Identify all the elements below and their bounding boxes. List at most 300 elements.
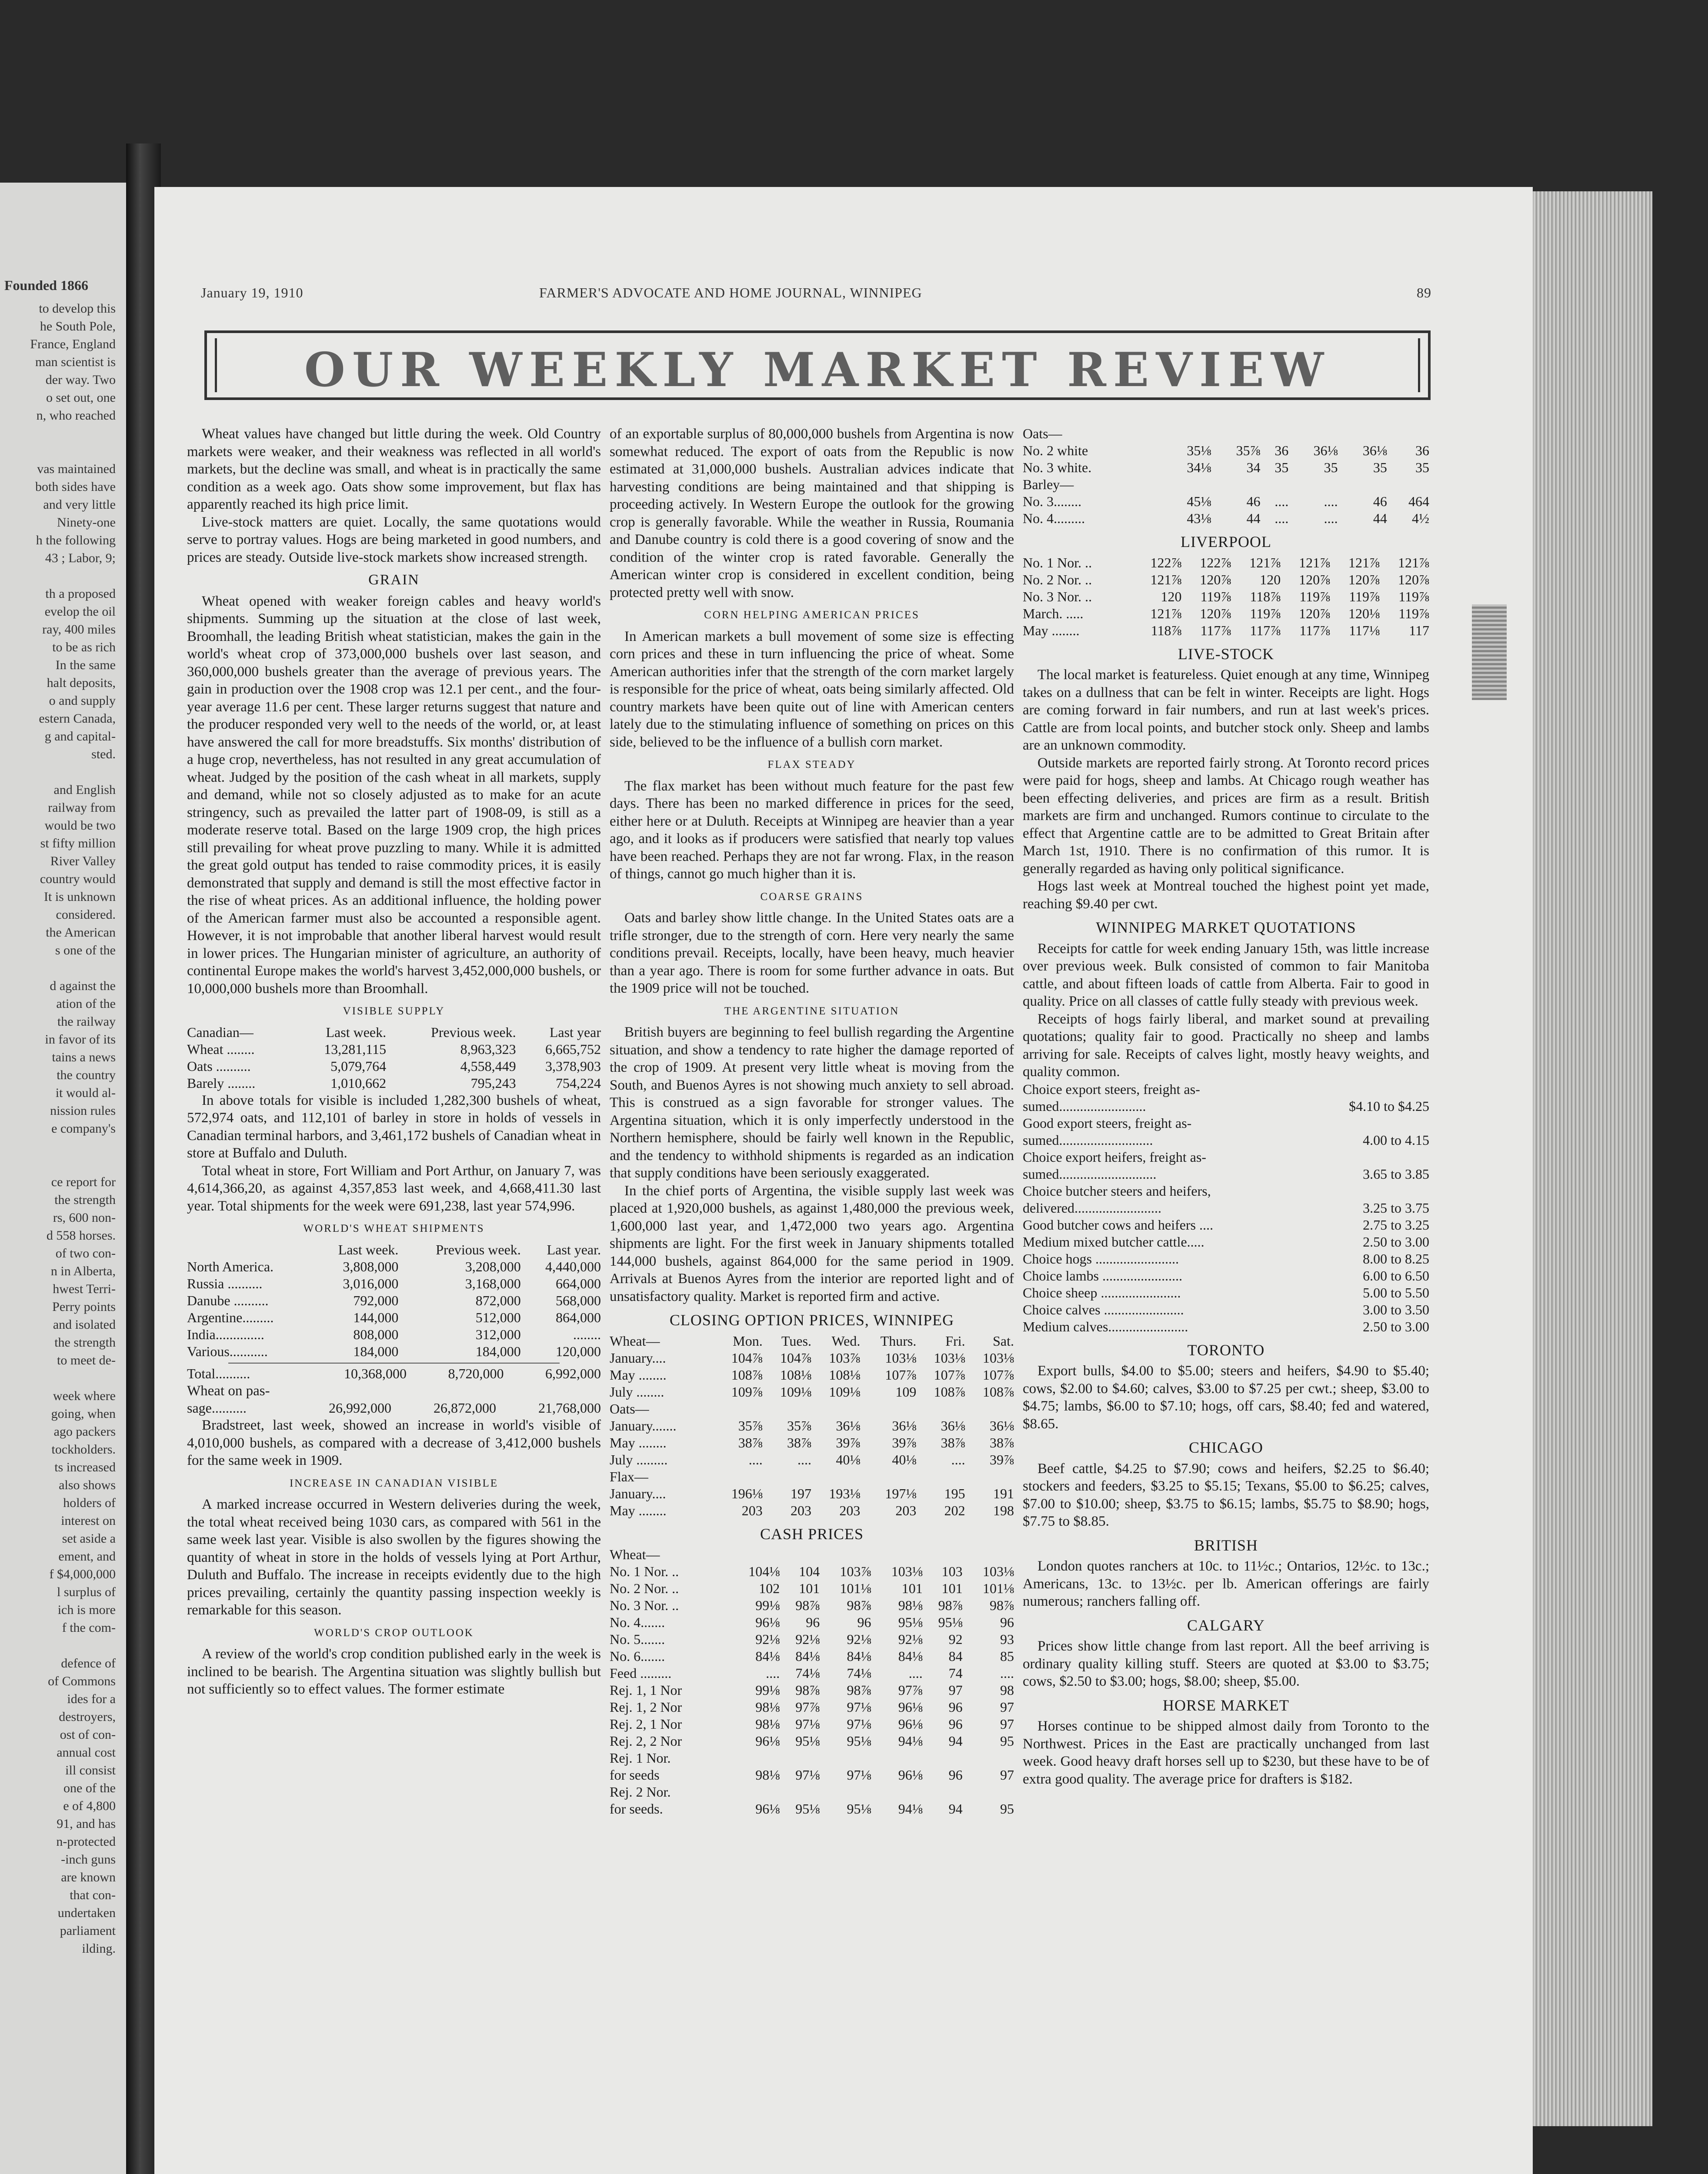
table-cell: 99⅛	[755, 1682, 780, 1698]
facing-page-line: River Valley	[50, 854, 116, 868]
facing-page-line: annual cost	[57, 1745, 116, 1760]
table-cell: 98⅛	[755, 1767, 780, 1783]
visible-text: In above totals for visible is included 1,282,300 bushels of wheat, 572,974 oats, and 112,101 of barley in store in holds of vessels in Canadian terminal harbors, and 3,461,172 bushels of Canadian wheat in store at Buffalo and Duluth.	[187, 1092, 601, 1161]
table-cell	[780, 1784, 820, 1801]
table-cell	[1162, 425, 1211, 442]
table-cell	[963, 1784, 1014, 1801]
facing-page-line: would be two	[44, 818, 116, 833]
horse-market-text: Horses continue to be shipped almost daily from Toronto to the Northwest. Prices in the East are practically unchanged from last week. Good heavy draft horses sell up to $230, but these have to be of extra good quality. The average price for drafters is $182.	[1023, 1718, 1429, 1787]
facing-page-line: the strength	[54, 1193, 116, 1207]
row-label: No. 3 Nor. ..	[1023, 588, 1092, 604]
table-row	[1023, 493, 1429, 510]
row-label: No. 2 Nor. ..	[1023, 571, 1092, 587]
facing-page-line: f $4,000,000	[49, 1567, 116, 1581]
table-cell: 36⅛	[941, 1417, 965, 1434]
table-cell	[1342, 1149, 1429, 1166]
livestock-text: The local market is featureless. Quiet enough at any time, Winnipeg takes on a dullness that can be felt in winter. Receipts are light. Hogs are coming forward in fair numbers, and run at last week's prices. Cattle are from local points, and butcher stock only. Sheep and lambs are an unknown commodity.	[1023, 667, 1429, 753]
table-cell: 96⅛	[755, 1614, 780, 1630]
column-header: Wheat—	[610, 1333, 660, 1349]
table-cell: 3,168,000	[465, 1275, 521, 1291]
table-cell: 39⅞	[892, 1434, 917, 1450]
coarse-grains-text: Oats and barley show little change. In the United States oats are a trifle stronger, due to the strength of corn. Here very nearly the same conditions prevail. Receipts, locally, have been heavy, much heavier than a year ago. There is room for some further advance in oats. But the 1909 price will not be touched.	[610, 910, 1014, 996]
table-cell: 35⅛	[1187, 443, 1211, 458]
passage-label: Wheat on pas-	[187, 1383, 270, 1399]
table-cell	[923, 1546, 963, 1563]
table-row	[610, 1733, 1014, 1750]
row-label: No. 3........	[1023, 493, 1082, 509]
table-cell: ....	[951, 1451, 965, 1467]
table-cell: 101⅛	[983, 1580, 1014, 1596]
row-label: No. 1 Nor. ..	[1023, 554, 1092, 570]
table-cell: 203	[895, 1502, 917, 1518]
facing-page-line: ost of con-	[60, 1727, 116, 1742]
facing-page-line: e company's	[51, 1121, 116, 1136]
table-cell: 120⅞	[1348, 571, 1380, 587]
table-cell	[1342, 1183, 1429, 1200]
column-header: Last week.	[338, 1241, 399, 1257]
facing-page-line: he South Pole,	[40, 319, 116, 333]
facing-page-line: o and supply	[49, 694, 116, 708]
table-cell	[1288, 425, 1338, 442]
row-label: Choice sheep .......................	[1023, 1284, 1181, 1300]
row-label: May ........	[610, 1367, 667, 1383]
table-cell: 95⅛	[898, 1614, 923, 1630]
row-label: No. 5.......	[610, 1631, 665, 1647]
table-cell: 93	[1000, 1631, 1014, 1647]
table-row	[610, 1417, 1014, 1434]
table-cell: 196⅛	[731, 1485, 763, 1501]
table-cell: 34	[1246, 460, 1261, 475]
closing-prices-table	[610, 1333, 1014, 1519]
table-row	[1023, 1318, 1429, 1335]
table-cell: 103⅞	[829, 1350, 861, 1366]
table-cell: 38⅞	[941, 1434, 965, 1450]
table-cell	[1261, 476, 1289, 493]
facing-page-line: week where	[53, 1389, 116, 1403]
table-header-row	[187, 1024, 601, 1041]
table-row	[1023, 1098, 1429, 1115]
table-cell: 96⅛	[755, 1733, 780, 1749]
table-cell: 36	[1274, 443, 1289, 458]
table-cell: ....	[797, 1451, 812, 1467]
table-cell: 96⅛	[755, 1801, 780, 1817]
table-row	[1023, 1284, 1429, 1301]
table-cell: 92⅛	[795, 1631, 820, 1647]
table-cell: 43⅛	[1187, 510, 1211, 526]
table-cell: 92	[948, 1631, 963, 1647]
table-cell: 3,208,000	[465, 1258, 521, 1274]
table-row	[1023, 1217, 1429, 1234]
coarse-grains-heading: COARSE GRAINS	[760, 890, 864, 903]
table-cell: 193⅛	[829, 1485, 861, 1501]
table-cell: 98⅞	[847, 1682, 871, 1698]
table-cell: ....	[1324, 510, 1338, 526]
column-header: Mon.	[733, 1333, 763, 1349]
facing-page-line: the strength	[54, 1335, 116, 1350]
row-label: Oats ..........	[187, 1058, 251, 1074]
table-cell	[871, 1784, 922, 1801]
table-cell: 98⅞	[938, 1597, 963, 1613]
table-row	[1023, 1149, 1429, 1166]
table-cell: 98⅛	[898, 1597, 923, 1613]
table-cell: 21,768,000	[538, 1400, 601, 1416]
table-cell: 8,963,323	[460, 1041, 516, 1057]
table-cell: 96	[857, 1614, 871, 1630]
table-cell: 795,243	[470, 1075, 516, 1091]
row-label: Choice butcher steers and heifers,	[1023, 1183, 1211, 1199]
column-header: Wed.	[831, 1333, 861, 1349]
table-cell: 94⅛	[898, 1801, 923, 1817]
table-cell	[1211, 425, 1260, 442]
facing-page-line: evelop the oil	[44, 604, 116, 619]
table-cell: 103⅛	[983, 1564, 1014, 1579]
table-row	[1023, 459, 1429, 476]
british-text: London quotes ranchers at 10c. to 11½c.; Ontarios, 12½c. to 13c.; Americans, 13c. to 13½c. per lb. American offerings are fairly numerous; ranchers falling off.	[1023, 1558, 1429, 1609]
table-cell: 104⅛	[748, 1564, 780, 1579]
facing-page-line: s one of the	[55, 943, 116, 957]
facing-page-header: Founded 1866	[4, 277, 88, 293]
table-row	[610, 1750, 1014, 1767]
facing-page-line: vas maintained	[37, 462, 116, 476]
facing-page-line: sted.	[91, 747, 116, 761]
table-row	[610, 1665, 1014, 1682]
facing-page-line: n in Alberta,	[50, 1264, 116, 1278]
shipments-passage-table	[187, 1400, 601, 1417]
facing-page-line	[0, 1369, 126, 1387]
facing-page-line: France, England	[30, 337, 116, 351]
facing-page-line	[0, 959, 126, 977]
table-cell: 104⅞	[780, 1350, 812, 1366]
table-cell: 3.65 to 3.85	[1363, 1166, 1429, 1182]
facing-page-line: halt deposits,	[47, 676, 116, 690]
row-label: No. 2 Nor. ..	[610, 1580, 679, 1596]
table-cell: $4.10 to $4.25	[1349, 1098, 1429, 1114]
table-cell: ....	[908, 1665, 923, 1681]
facing-page-line: and isolated	[53, 1317, 116, 1332]
row-label: Barely ........	[187, 1075, 256, 1091]
table-cell: 44	[1373, 510, 1387, 526]
table-cell	[811, 1400, 860, 1417]
table-cell: 94	[948, 1801, 963, 1817]
table-cell	[871, 1750, 922, 1767]
facing-page-line: defence of	[61, 1656, 116, 1671]
table-cell: 121⅞	[1150, 605, 1182, 621]
facing-page-line: ago packers	[53, 1424, 116, 1439]
column-header: Canadian—	[187, 1024, 254, 1040]
facing-page-line: In the same	[55, 658, 116, 672]
table-cell: 97	[1000, 1699, 1014, 1715]
table-cell: 872,000	[475, 1292, 521, 1308]
facing-page-line: Perry points	[52, 1300, 116, 1314]
facing-page-line: f the com-	[62, 1620, 116, 1635]
table-cell: 46	[1246, 493, 1261, 509]
column-header: Previous week.	[431, 1024, 516, 1040]
column-header: Fri.	[945, 1333, 965, 1349]
scan-artifact	[1472, 604, 1507, 700]
table-cell: 792,000	[353, 1292, 399, 1308]
table-cell: 6,665,752	[545, 1041, 601, 1057]
grain-heading: GRAIN	[368, 572, 420, 588]
facing-page-line: ation of the	[56, 997, 116, 1011]
table-cell: 2.50 to 3.00	[1363, 1318, 1429, 1334]
row-label: Feed .........	[610, 1665, 672, 1681]
table-cell: 34⅛	[1187, 460, 1211, 475]
masthead-banner	[204, 330, 1431, 400]
table-cell: 38⅞	[990, 1434, 1014, 1450]
table-cell: 864,000	[556, 1309, 601, 1325]
column-header: Previous week.	[436, 1241, 521, 1257]
table-cell: 3,808,000	[343, 1258, 399, 1274]
row-label: Choice lambs .......................	[1023, 1267, 1183, 1284]
table-cell: 74⅛	[847, 1665, 871, 1681]
table-row	[610, 1716, 1014, 1733]
table-row	[187, 1292, 601, 1309]
facing-page-line: d against the	[50, 979, 116, 993]
table-row	[610, 1801, 1014, 1817]
table-row	[1023, 1267, 1429, 1284]
table-row	[610, 1699, 1014, 1716]
table-cell: ....	[1000, 1665, 1014, 1681]
oats-barley-table	[1023, 425, 1429, 527]
increase-text: A marked increase occurred in Western deliveries during the week, the total wheat received being 1030 cars, as compared with 561 in the same week last year. Visible is also swollen by the figures showing the quantity of wheat in store in the holds of vessels lying at Port Arthur, Duluth and Buffalo. The increase in receipts evidently due to the high prices prevailing, certainly the quantity passing inspection weekly is remarkable for this season.	[187, 1497, 601, 1618]
table-cell: 121⅞	[1150, 571, 1182, 587]
liverpool-heading: LIVERPOOL	[1181, 533, 1271, 550]
facing-page-line: ts increased	[54, 1460, 116, 1474]
table-cell: ....	[1324, 493, 1338, 509]
table-cell: 45⅛	[1187, 493, 1211, 509]
table-cell: 84	[948, 1648, 963, 1664]
table-cell: ....	[1274, 493, 1289, 509]
livestock-text-3: Hogs last week at Montreal touched the highest point yet made, reaching $9.40 per cwt.	[1023, 878, 1429, 912]
table-cell: 96	[948, 1716, 963, 1732]
table-cell: 120⅞	[1398, 571, 1429, 587]
table-cell: 35	[1274, 460, 1289, 475]
table-cell: 36⅛	[990, 1417, 1014, 1434]
table-cell: 85	[1000, 1648, 1014, 1664]
table-cell: 119⅞	[1398, 588, 1429, 604]
table-cell	[763, 1400, 811, 1417]
winnipeg-quotations-text-2: Receipts of hogs fairly liberal, and market sound at prevailing quotations; quality fair to good. Practically no sheep and lambs arriving for sale. Receipts of calves light, mostly heavy weights, and quality common.	[1023, 1011, 1429, 1080]
facing-page-line: country would	[40, 872, 116, 886]
table-row	[1023, 1234, 1429, 1250]
table-cell: 35	[1373, 460, 1387, 475]
table-cell: 98⅞	[847, 1597, 871, 1613]
table-cell: 39⅞	[836, 1434, 861, 1450]
bradstreet-text: Bradstreet, last week, showed an increase in world's visible of 4,010,000 bushels, as compared with a decrease of 3,412,000 bushels for the same week in 1909.	[187, 1417, 601, 1468]
facing-page-line	[0, 567, 126, 585]
row-label: No. 4.........	[1023, 510, 1085, 526]
table-cell: 98	[1000, 1682, 1014, 1698]
shipments-table	[187, 1241, 601, 1360]
table-row	[187, 1041, 601, 1058]
table-cell: 96⅛	[898, 1699, 923, 1715]
table-row	[610, 1563, 1014, 1580]
table-cell: 121⅞	[1348, 554, 1380, 570]
argentine-text-2: In the chief ports of Argentina, the visible supply last week was placed at 1,920,000 bushels, as against 1,480,000 the previous week, 1,600,000 last year, and 1,472,000 two years ago. Argentina shipments are light. For the first week in January shipments totalled 144,000 bushels, against 864,000 for the same period in 1909. Arrivals at Buenos Ayres from the interior are reported light and of unsatisfactory quality. Market is reported firm and active.	[610, 1183, 1014, 1304]
table-cell: 121⅞	[1299, 554, 1331, 570]
table-cell: 40⅛	[892, 1451, 917, 1467]
table-cell	[1338, 425, 1387, 442]
table-cell: 203	[791, 1502, 812, 1518]
table-cell	[820, 1784, 871, 1801]
table-cell: 26,872,000	[434, 1400, 496, 1416]
table-cell: 95⅛	[795, 1801, 820, 1817]
livestock-text-2: Outside markets are reported fairly strong. At Toronto record prices were paid for hogs, sheep and lambs. At Chicago rough weather has been effecting deliveries, and prices are firm as a result. British markets are firm and unchanged. Rumors continue to circulate to the effect that Argentine cattle are to be admitted to Great Britain after March 1st, 1910. There is no confirmation of this rumor. It is generally regarded as having only political significance.	[1023, 755, 1429, 877]
table-cell: 107⅞	[934, 1367, 965, 1383]
table-cell: ....	[748, 1451, 763, 1467]
facing-page-line: the American	[46, 925, 116, 940]
facing-page-line: ides for a	[67, 1692, 116, 1706]
table-row	[610, 1682, 1014, 1699]
facing-page-line: man scientist is	[35, 355, 116, 369]
row-label: Choice calves .......................	[1023, 1301, 1184, 1317]
table-cell: 96	[1000, 1614, 1014, 1630]
livestock-heading: LIVE-STOCK	[1178, 645, 1274, 663]
table-cell	[780, 1750, 820, 1767]
table-row	[610, 1400, 1014, 1417]
british-heading: BRITISH	[1194, 1536, 1258, 1554]
table-row	[1023, 1132, 1429, 1149]
table-cell: 5,079,764	[330, 1058, 387, 1074]
table-cell: 92⅛	[847, 1631, 871, 1647]
table-cell	[780, 1546, 820, 1563]
table-cell: 96	[806, 1614, 820, 1630]
table-row	[610, 1485, 1014, 1502]
table-row	[1023, 605, 1429, 622]
table-cell: 198	[993, 1502, 1014, 1518]
flax-heading: FLAX STEADY	[767, 759, 856, 770]
row-label: Wheat ........	[187, 1041, 255, 1057]
table-row	[1023, 1301, 1429, 1318]
table-cell	[763, 1468, 811, 1485]
table-cell	[860, 1400, 916, 1417]
table-cell: 512,000	[475, 1309, 521, 1325]
row-label: Oats—	[610, 1400, 649, 1417]
facing-page-line: der way. Two	[45, 373, 116, 387]
table-row	[610, 1580, 1014, 1597]
table-cell: 3,016,000	[343, 1275, 399, 1291]
facing-page-line: It is unknown	[44, 890, 116, 904]
facing-page-line: g and capital-	[44, 729, 116, 744]
table-cell: 95	[1000, 1801, 1014, 1817]
facing-page-line	[0, 1155, 126, 1173]
table-cell: 4,558,449	[460, 1058, 516, 1074]
row-label: sumed.........................	[1023, 1098, 1146, 1114]
column-3	[1023, 425, 1429, 1788]
winnipeg-quotations-heading: WINNIPEG MARKET QUOTATIONS	[1096, 919, 1356, 936]
table-cell: 74⅛	[795, 1665, 820, 1681]
table-cell: 568,000	[556, 1292, 601, 1308]
table-cell: 97⅛	[847, 1767, 871, 1783]
table-cell	[1342, 1115, 1429, 1132]
table-row	[1023, 571, 1429, 588]
table-cell: 102	[759, 1580, 780, 1596]
visible-text-2: Total wheat in store, Fort William and Port Arthur, on January 7, was 4,614,366,20, as against 4,357,853 last week, and 4,668,411.30 last year. Total shipments for the week were 691,238, last year 574,996.	[187, 1163, 601, 1214]
table-row	[610, 1631, 1014, 1648]
row-label: Choice export steers, freight as-	[1023, 1081, 1200, 1097]
table-row	[1023, 476, 1429, 493]
table-cell: 13,281,115	[324, 1041, 387, 1057]
table-cell: 1,010,662	[330, 1075, 387, 1091]
table-cell	[714, 1400, 762, 1417]
visible-supply-heading: VISIBLE SUPPLY	[343, 1005, 445, 1017]
facing-page-line: and English	[53, 783, 116, 797]
table-row	[1023, 1081, 1429, 1098]
table-cell: 10,368,000	[344, 1365, 407, 1381]
facing-page-line: ilding.	[82, 1941, 116, 1956]
toronto-heading: TORONTO	[1187, 1341, 1265, 1359]
row-label: Choice hogs ........................	[1023, 1250, 1179, 1267]
facing-page-line: -inch guns	[61, 1852, 116, 1867]
table-cell: 122⅞	[1200, 554, 1231, 570]
facing-page-line: railway from	[48, 800, 116, 815]
table-row	[187, 1058, 601, 1075]
row-label: sumed...........................	[1023, 1132, 1153, 1148]
table-cell: 98⅞	[795, 1682, 820, 1698]
table-row	[610, 1502, 1014, 1519]
table-cell: 103⅛	[891, 1564, 923, 1579]
table-cell	[820, 1750, 871, 1767]
table-cell: 95⅛	[847, 1801, 871, 1817]
table-cell: 108⅞	[934, 1384, 965, 1400]
table-row	[187, 1400, 601, 1417]
table-cell: 4½	[1412, 510, 1429, 526]
row-label: Good butcher cows and heifers ....	[1023, 1217, 1214, 1233]
table-cell	[871, 1546, 922, 1563]
facing-page-line: e of 4,800	[63, 1799, 116, 1813]
table-cell: 120⅞	[1299, 571, 1331, 587]
table-row	[610, 1546, 1014, 1563]
column-header: Last week.	[326, 1024, 387, 1040]
divider	[228, 1363, 560, 1364]
table-cell: 119⅞	[1200, 588, 1231, 604]
table-header-row	[187, 1241, 601, 1258]
table-cell: 96⅛	[898, 1716, 923, 1732]
table-row	[610, 1367, 1014, 1384]
table-cell: 664,000	[556, 1275, 601, 1291]
page-number: 89	[1417, 285, 1431, 300]
row-label: India..............	[187, 1326, 264, 1342]
table-cell	[963, 1750, 1014, 1767]
facing-page-line: o set out, one	[46, 390, 116, 405]
shipments-heading: WORLD'S WHEAT SHIPMENTS	[303, 1223, 485, 1234]
row-label: January....	[610, 1350, 666, 1366]
facing-page-line: 91, and has	[57, 1817, 116, 1831]
table-cell: 35	[1415, 460, 1429, 475]
table-cell: 35	[1324, 460, 1338, 475]
table-cell: 97	[1000, 1767, 1014, 1783]
table-cell: 103⅛	[885, 1350, 917, 1366]
table-row	[610, 1767, 1014, 1784]
table-cell: 97⅛	[795, 1716, 820, 1732]
table-cell: 95	[1000, 1733, 1014, 1749]
table-cell: 5.00 to 5.50	[1363, 1284, 1429, 1300]
table-cell: 92⅛	[755, 1631, 780, 1647]
row-label: Rej. 1, 1 Nor	[610, 1682, 682, 1698]
facing-page-line: the country	[57, 1068, 116, 1082]
row-label: Medium mixed butcher cattle.....	[1023, 1234, 1204, 1250]
table-row	[610, 1614, 1014, 1631]
table-cell: 35⅞	[738, 1417, 763, 1434]
table-cell: 94⅛	[898, 1733, 923, 1749]
facing-page-line: considered.	[56, 907, 116, 922]
table-cell: 3.00 to 3.50	[1363, 1301, 1429, 1317]
table-row	[187, 1343, 601, 1360]
table-cell	[1211, 476, 1260, 493]
facing-page-line: interest on	[61, 1514, 116, 1528]
liverpool-table	[1023, 554, 1429, 639]
table-row	[187, 1326, 601, 1343]
